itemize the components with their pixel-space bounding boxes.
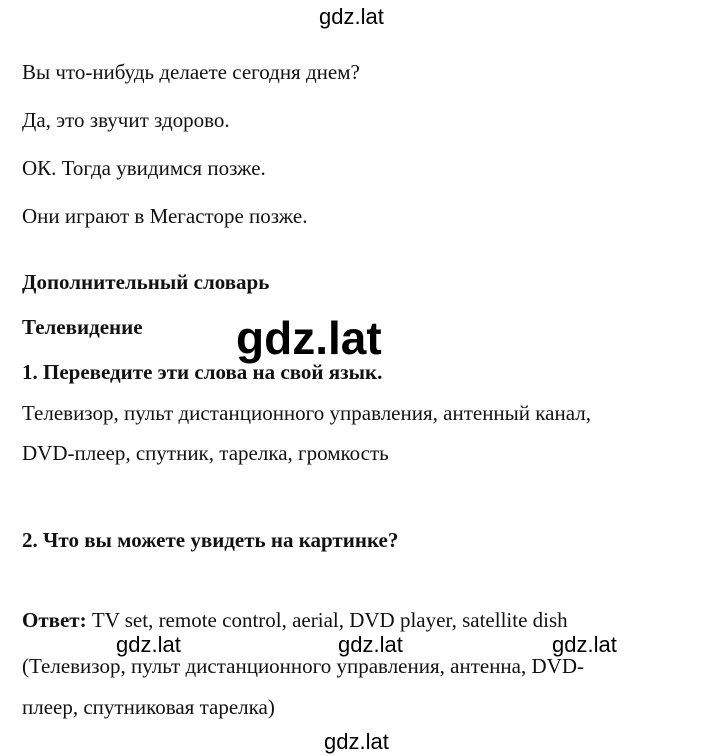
answer-line-1 (22, 610, 568, 631)
answer-text-english: TV set, remote control, aerial, DVD player, satellite dish (91, 608, 568, 632)
watermark-top: gdz.lat (319, 4, 384, 29)
watermark-bottom-middle: gdz.lat (338, 632, 403, 657)
section-subheading: Телевидение (22, 315, 143, 339)
task1-line-1: Телевизор, пульт дистанционного управления, антенный канал, (22, 401, 591, 425)
section-heading: Дополнительный словарь (22, 270, 270, 294)
dialogue-line-2: Да, это звучит здорово. (22, 108, 230, 132)
task1-line-2: DVD-плеер, спутник, тарелка, громкость (22, 441, 389, 465)
watermark-bottom-right: gdz.lat (552, 632, 617, 657)
watermark-footer: gdz.lat (324, 729, 389, 754)
dialogue-line-4: Они играют в Мегасторе позже. (22, 204, 308, 228)
answer-label: Ответ: (22, 608, 87, 632)
dialogue-line-1: Вы что-нибудь делаете сегодня днем? (22, 60, 360, 84)
dialogue-line-3: ОК. Тогда увидимся позже. (22, 156, 266, 180)
task2-title: 2. Что вы можете увидеть на картинке? (22, 528, 399, 552)
watermark-center: gdz.lat (236, 312, 382, 364)
answer-line-2: (Телевизор, пульт дистанционного управления, антенна, DVD- (22, 654, 584, 678)
watermark-bottom-left: gdz.lat (116, 632, 181, 657)
task1-title: 1. Переведите эти слова на свой язык. (22, 360, 383, 384)
answer-line-3: плеер, спутниковая тарелка) (22, 695, 275, 719)
